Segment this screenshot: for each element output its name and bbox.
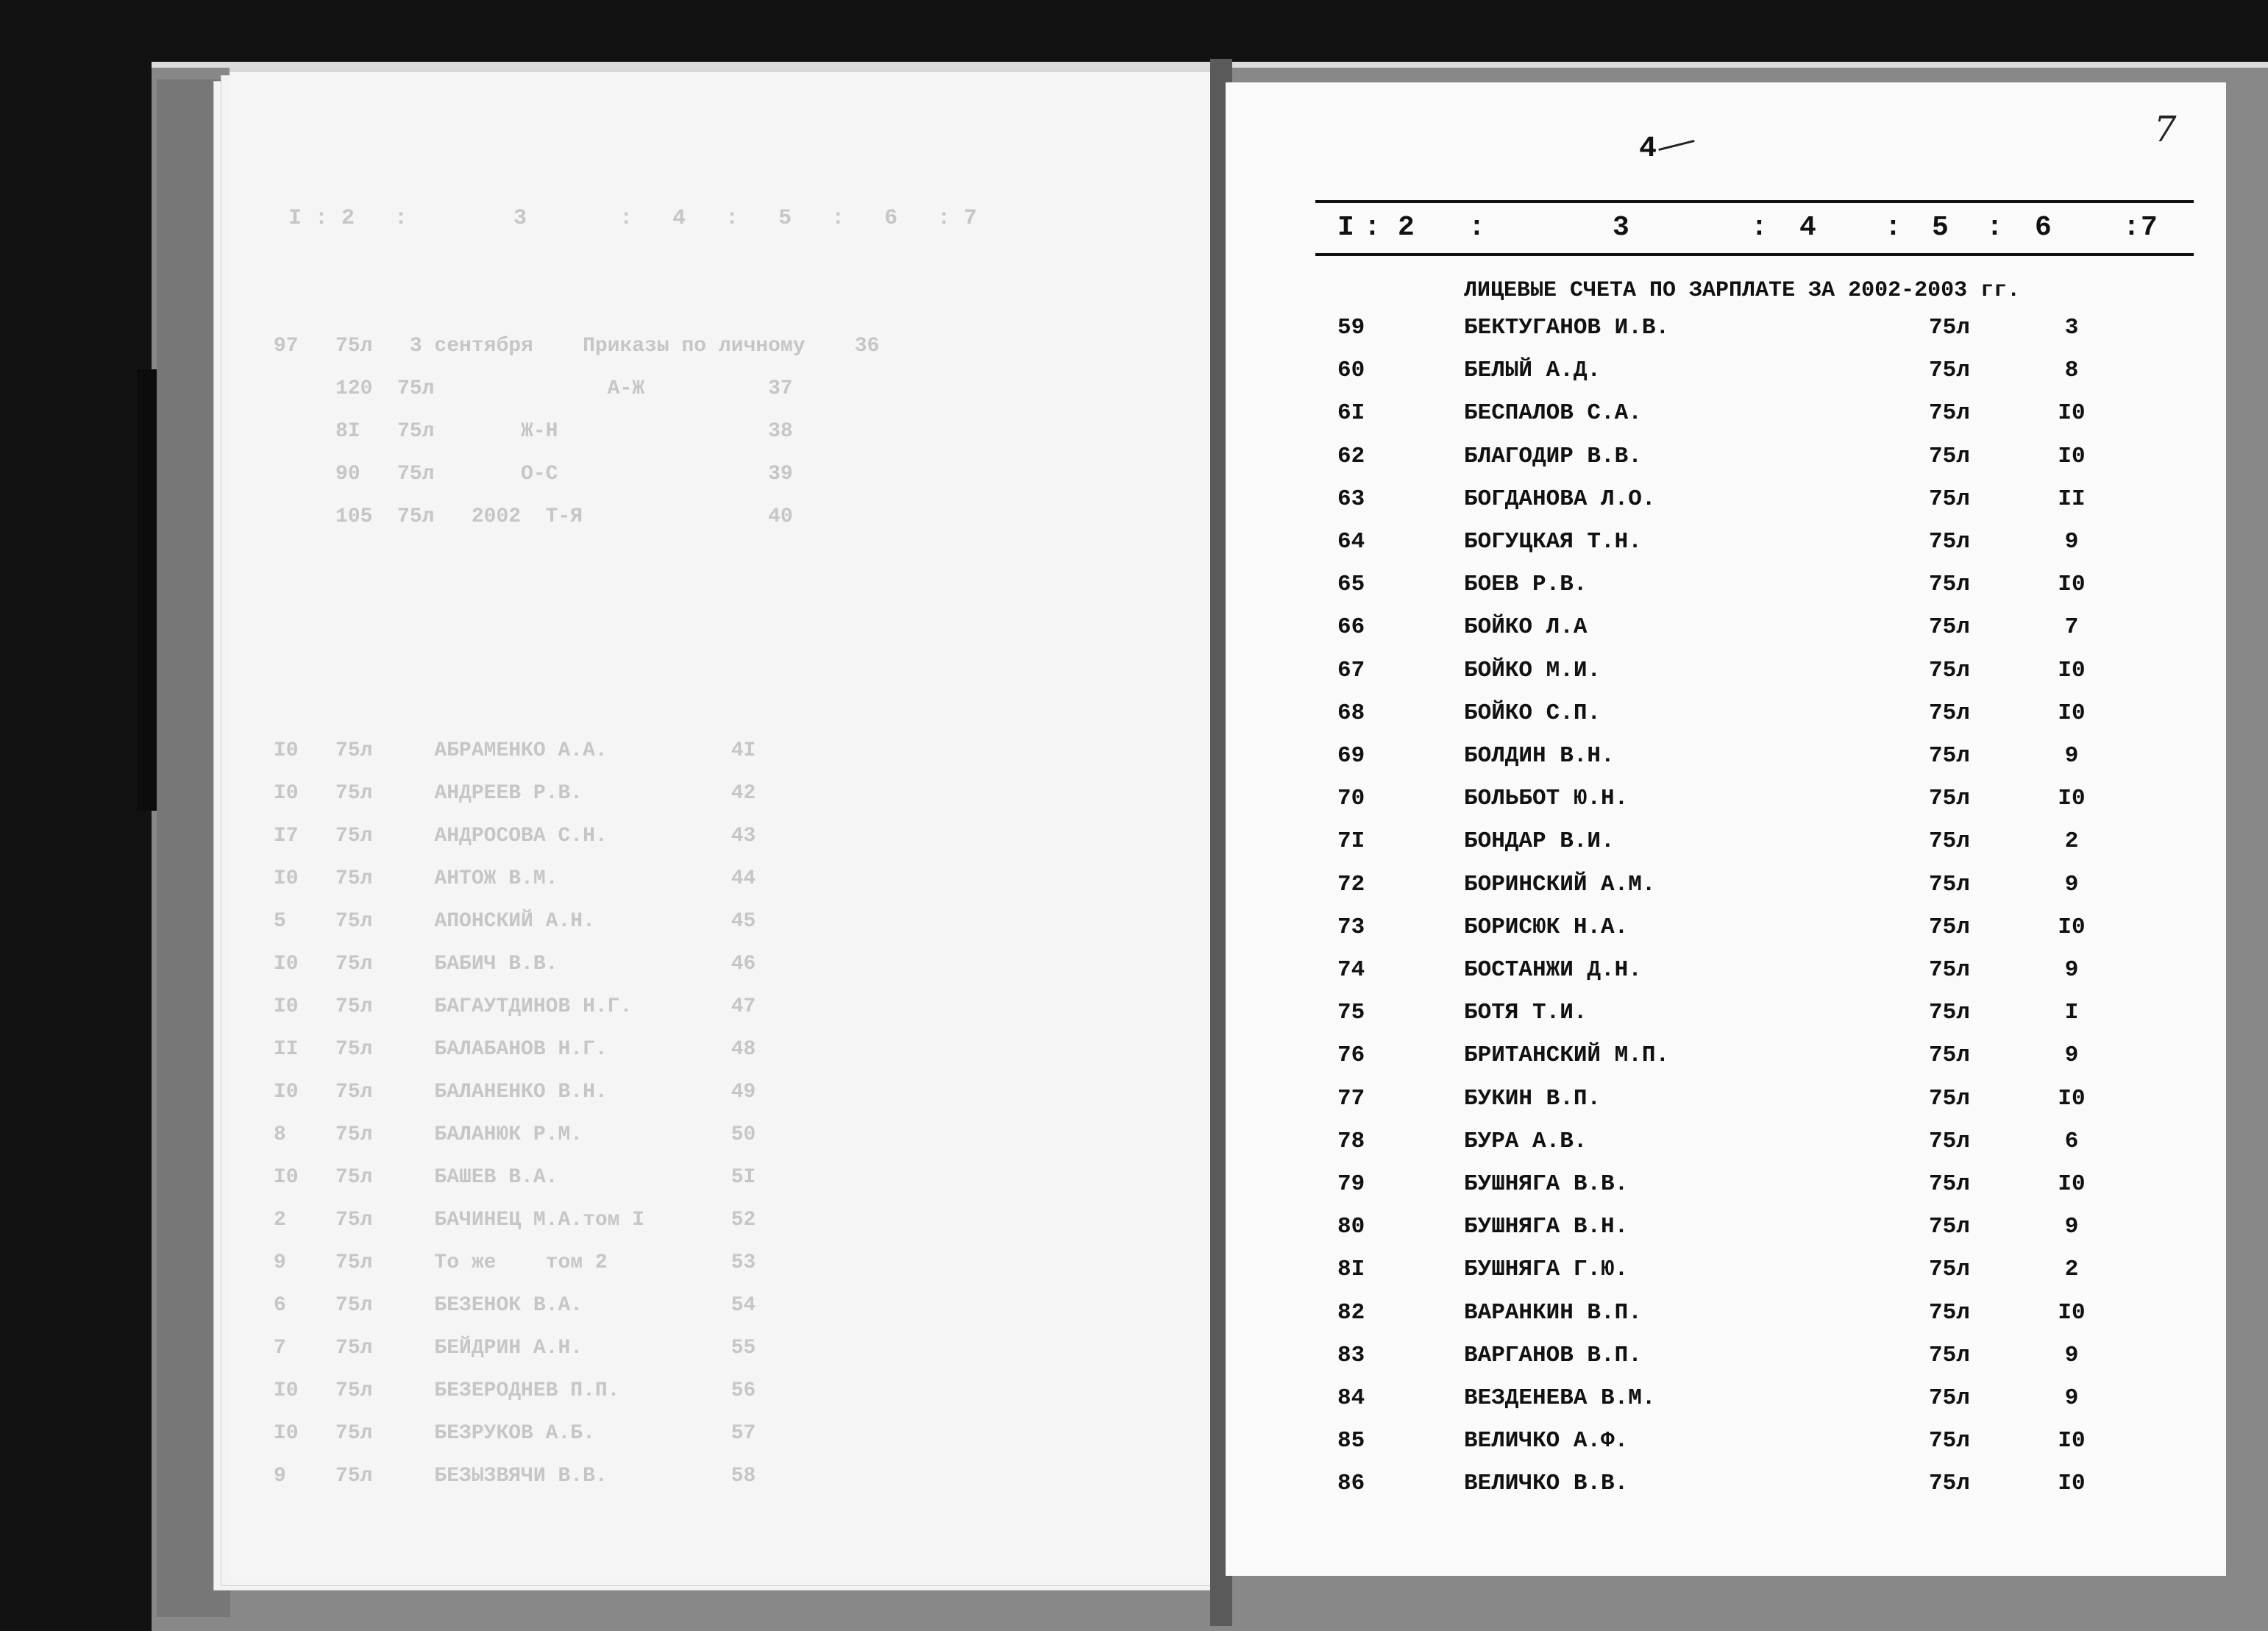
person-name: БОСТАНЖИ Д.Н. <box>1464 957 1642 983</box>
sheet-count: 3 <box>2064 315 2079 341</box>
table-header-cell: 7 <box>2141 212 2158 244</box>
row-number: 84 <box>1337 1385 1365 1411</box>
table-header-cell: 3 <box>1613 212 1629 244</box>
retention-period: 75л <box>1929 786 1970 811</box>
person-name: ВАРГАНОВ В.П. <box>1464 1343 1642 1368</box>
table-header-cell: : <box>1364 212 1381 244</box>
table-row <box>0 1300 2268 1338</box>
retention-period: 75л <box>1929 1257 1970 1282</box>
row-number: 75 <box>1337 1000 1365 1026</box>
retention-period: 75л <box>1929 1042 1970 1068</box>
row-number: 65 <box>1337 572 1365 597</box>
table-row <box>0 529 2268 567</box>
sheet-count: 9 <box>2064 872 2079 898</box>
retention-period: 75л <box>1929 1428 1970 1454</box>
person-name: БОРИНСКИЙ А.М. <box>1464 872 1656 898</box>
person-name: БОЙКО С.П. <box>1464 700 1602 726</box>
table-row <box>0 1086 2268 1124</box>
row-number: 6I <box>1337 400 1365 426</box>
row-number: 76 <box>1337 1042 1365 1068</box>
retention-period: 75л <box>1929 828 1970 854</box>
retention-period: 75л <box>1929 1086 1970 1112</box>
table-header-cell: 4 <box>1799 212 1816 244</box>
table-header-cell: 5 <box>1932 212 1949 244</box>
sheet-count: 9 <box>2064 957 2079 983</box>
table-row <box>0 872 2268 910</box>
row-number: 7I <box>1337 828 1365 854</box>
table-row <box>0 444 2268 482</box>
table-row <box>0 1428 2268 1466</box>
table-row <box>0 572 2268 610</box>
row-number: 68 <box>1337 700 1365 726</box>
sheet-count: II <box>2058 486 2086 512</box>
retention-period: 75л <box>1929 400 1970 426</box>
retention-period: 75л <box>1929 444 1970 469</box>
retention-period: 75л <box>1929 700 1970 726</box>
retention-period: 75л <box>1929 872 1970 898</box>
row-number: 85 <box>1337 1428 1365 1454</box>
person-name: БРИТАНСКИЙ М.П. <box>1464 1042 1670 1068</box>
person-name: БЕЛЫЙ А.Д. <box>1464 358 1602 383</box>
person-name: БОЙКО М.И. <box>1464 658 1602 683</box>
row-number: 59 <box>1337 315 1365 341</box>
sheet-count: I0 <box>2058 1428 2086 1454</box>
table-header-cell: : <box>1468 212 1485 244</box>
sheet-count: I0 <box>2058 444 2086 469</box>
bleed-through-list: I0 75л АБРАМЕНКО А.А. 4I I0 75л АНДРЕЕВ Р.В. 42 I7 75л АНДРОСОВА С.Н. 43 I0 75л АНТОЖ В.М. 44 5 75л АПОНСКИЙ А.Н. 45 I0 75л БАБИЧ В.В. 46 I0 75л БАГАУТДИНОВ Н.Г. 47 II 75л БАЛАБАНОВ Н.Г. 48 I0 75л БАЛАНЕНКО В.Н. 49 8 75л БАЛАНЮК Р.М. 50 I0 75л БАШЕВ В.А. 5I 2 75л БАЧИНЕЦ М.А.том I 52 9 75л То же том 2 53 6 75л БЕЗЕНОК В.А. 54 7 75л БЕЙДРИН А.Н. 55 I0 75л БЕЗЕРОДНЕВ П.П. 56 I0 75л БЕЗРУКОВ А.Б. 57 9 75л БЕЗЫЗВЯЧИ В.В. 58 <box>274 739 756 1488</box>
page-number: 4 <box>1639 132 1657 166</box>
row-number: 77 <box>1337 1086 1365 1112</box>
bleed-through-text: 97 75л 3 сентября Приказы по личному 36 120 75л А-Ж 37 8I 75л Ж-Н 38 90 75л О-С 39 105 75л 2002 Т-Я 40 <box>274 335 880 528</box>
table-row <box>0 614 2268 653</box>
row-number: 64 <box>1337 529 1365 555</box>
person-name: БОРИСЮК Н.А. <box>1464 914 1629 940</box>
row-number: 66 <box>1337 614 1365 640</box>
retention-period: 75л <box>1929 1343 1970 1368</box>
table-header-cell: : <box>1986 212 2003 244</box>
table-row <box>0 914 2268 953</box>
person-name: БОЛЬБОТ Ю.Н. <box>1464 786 1629 811</box>
sheet-count: 9 <box>2064 1042 2079 1068</box>
row-number: 67 <box>1337 658 1365 683</box>
sheet-count: I0 <box>2058 1171 2086 1197</box>
person-name: БОНДАР В.И. <box>1464 828 1615 854</box>
table-row <box>0 700 2268 739</box>
row-number: 86 <box>1337 1471 1365 1496</box>
sheet-count: I0 <box>2058 658 2086 683</box>
person-name: ВЕЗДЕНЕВА В.М. <box>1464 1385 1656 1411</box>
retention-period: 75л <box>1929 529 1970 555</box>
row-number: 70 <box>1337 786 1365 811</box>
table-row <box>0 658 2268 696</box>
row-number: 69 <box>1337 743 1365 769</box>
sheet-count: I0 <box>2058 1471 2086 1496</box>
row-number: 79 <box>1337 1171 1365 1197</box>
row-number: 82 <box>1337 1300 1365 1326</box>
header-rule-bottom <box>1315 253 2194 256</box>
table-row <box>0 957 2268 995</box>
table-row <box>0 315 2268 353</box>
table-row <box>0 1385 2268 1424</box>
row-number: 80 <box>1337 1214 1365 1240</box>
retention-period: 75л <box>1929 957 1970 983</box>
header-rule-top <box>1315 200 2194 203</box>
sheet-count: I0 <box>2058 1300 2086 1326</box>
row-number: 78 <box>1337 1129 1365 1154</box>
row-number: 83 <box>1337 1343 1365 1368</box>
person-name: БУКИН В.П. <box>1464 1086 1602 1112</box>
sheet-count: I0 <box>2058 786 2086 811</box>
table-header-cell: 2 <box>1398 212 1415 244</box>
row-number: 63 <box>1337 486 1365 512</box>
sheet-count: 9 <box>2064 1343 2079 1368</box>
table-row <box>0 1171 2268 1209</box>
table-row <box>0 400 2268 438</box>
retention-period: 75л <box>1929 914 1970 940</box>
person-name: БЛАГОДИР В.В. <box>1464 444 1642 469</box>
table-header-cell: : <box>1751 212 1768 244</box>
retention-period: 75л <box>1929 572 1970 597</box>
person-name: ВЕЛИЧКО А.Ф. <box>1464 1428 1629 1454</box>
table-row <box>0 1129 2268 1167</box>
table-row <box>0 1343 2268 1381</box>
retention-period: 75л <box>1929 743 1970 769</box>
page-edge <box>230 68 1215 72</box>
row-number: 73 <box>1337 914 1365 940</box>
person-name: БОГДАНОВА Л.О. <box>1464 486 1656 512</box>
retention-period: 75л <box>1929 1471 1970 1496</box>
table-row <box>0 1471 2268 1509</box>
table-row <box>0 1042 2268 1081</box>
person-name: ВЕЛИЧКО В.В. <box>1464 1471 1629 1496</box>
sheet-count: 6 <box>2064 1129 2079 1154</box>
retention-period: 75л <box>1929 1171 1970 1197</box>
retention-period: 75л <box>1929 358 1970 383</box>
sheet-count: I0 <box>2058 914 2086 940</box>
table-header-cell: : <box>1885 212 1902 244</box>
sheet-count: 7 <box>2064 614 2079 640</box>
table-header-cell: : <box>2123 212 2140 244</box>
sheet-count: I <box>2064 1000 2079 1026</box>
retention-period: 75л <box>1929 658 1970 683</box>
row-number: 72 <box>1337 872 1365 898</box>
retention-period: 75л <box>1929 614 1970 640</box>
sheet-count: 8 <box>2064 358 2079 383</box>
person-name: БОТЯ Т.И. <box>1464 1000 1588 1026</box>
person-name: БУШНЯГА Г.Ю. <box>1464 1257 1629 1282</box>
person-name: БУШНЯГА В.Н. <box>1464 1214 1629 1240</box>
table-row <box>0 1214 2268 1252</box>
retention-period: 75л <box>1929 1129 1970 1154</box>
retention-period: 75л <box>1929 1214 1970 1240</box>
person-name: БОЕВ Р.В. <box>1464 572 1588 597</box>
section-title: ЛИЦЕВЫЕ СЧЕТА ПО ЗАРПЛАТЕ ЗА 2002-2003 гг. <box>1464 278 2021 303</box>
sheet-count: I0 <box>2058 572 2086 597</box>
row-number: 8I <box>1337 1257 1365 1282</box>
person-name: БУШНЯГА В.В. <box>1464 1171 1629 1197</box>
table-row <box>0 743 2268 781</box>
table-header-cell: 6 <box>2035 212 2052 244</box>
table-row <box>0 358 2268 396</box>
table-row <box>0 786 2268 824</box>
table-row <box>0 1257 2268 1295</box>
row-number: 62 <box>1337 444 1365 469</box>
sheet-count: 9 <box>2064 529 2079 555</box>
person-name: БОЙКО Л.А <box>1464 614 1588 640</box>
row-number: 60 <box>1337 358 1365 383</box>
sheet-count: I0 <box>2058 1086 2086 1112</box>
retention-period: 75л <box>1929 1300 1970 1326</box>
sheet-count: 9 <box>2064 743 2079 769</box>
table-row <box>0 486 2268 525</box>
table-header-cell: I <box>1337 212 1354 244</box>
retention-period: 75л <box>1929 486 1970 512</box>
person-name: БЕКТУГАНОВ И.В. <box>1464 315 1670 341</box>
folio-number: 7 <box>2154 109 2177 150</box>
bleed-through-header: I : 2 : 3 : 4 : 5 : 6 : 7 <box>288 206 978 231</box>
row-number: 74 <box>1337 957 1365 983</box>
table-row <box>0 828 2268 867</box>
sheet-count: 9 <box>2064 1214 2079 1240</box>
sheet-count: 2 <box>2064 828 2079 854</box>
person-name: ВАРАНКИН В.П. <box>1464 1300 1642 1326</box>
retention-period: 75л <box>1929 1000 1970 1026</box>
retention-period: 75л <box>1929 315 1970 341</box>
table-row <box>0 1000 2268 1038</box>
person-name: БЕСПАЛОВ С.А. <box>1464 400 1642 426</box>
person-name: БОГУЦКАЯ Т.Н. <box>1464 529 1642 555</box>
sheet-count: 2 <box>2064 1257 2079 1282</box>
sheet-count: I0 <box>2058 400 2086 426</box>
sheet-count: 9 <box>2064 1385 2079 1411</box>
sheet-count: I0 <box>2058 700 2086 726</box>
person-name: БУРА А.В. <box>1464 1129 1588 1154</box>
person-name: БОЛДИН В.Н. <box>1464 743 1615 769</box>
retention-period: 75л <box>1929 1385 1970 1411</box>
